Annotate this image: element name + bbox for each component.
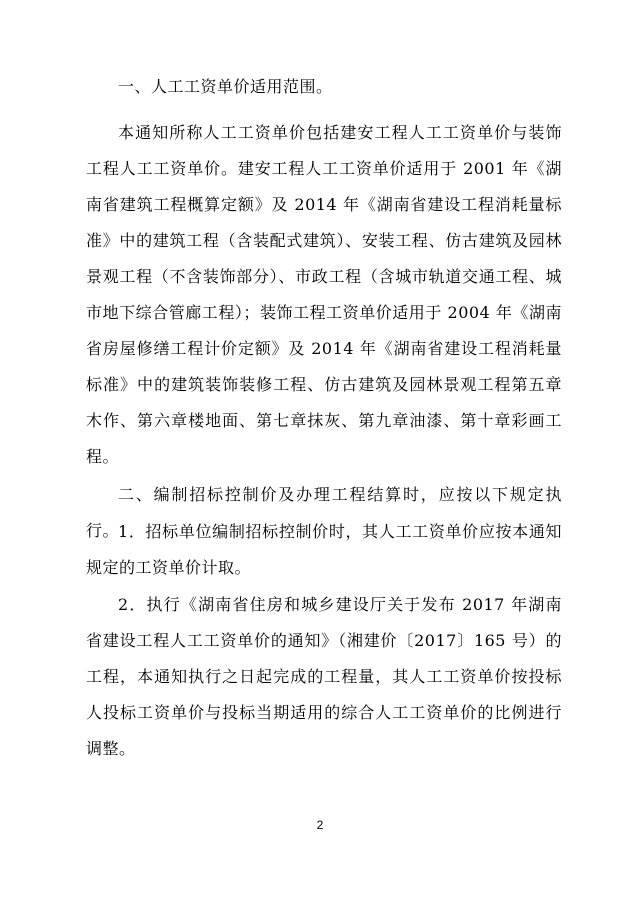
body-paragraph-scope: 本通知所称人工工资单价包括建安工程人工工资单价与装饰工程人工工资单价。建安工程人工工资单价适用于 2001 年《湖南省建筑工程概算定额》及 2014 年《湖南省建设工程消耗量标准》中的建筑工程（含装配式建筑）、安装工程、仿古建筑及园林景观工程（不含装饰部分）、市政工程（含城市轨道交通工程、城市地下综合管廊工程）；装饰工程工资单价适用于 2004 年《湖南省房屋修缮工程计价定额》及 2014 年《湖南省建设工程消耗量标准》中的建筑装饰装修工程、仿古建筑及园林景观工程第五章木作、第六章楼地面、第七章抹灰、第九章油漆、第十章彩画工程。 — [86, 123, 562, 466]
page-number: 2 — [316, 818, 324, 832]
list-item-1: 1．招标单位编制招标控制价时，其人工工资单价应按本通知规定的工资单价计取。 — [86, 522, 562, 577]
section-heading-2: 二、编制招标控制价及办理工程结算时，应按以下规定执行。 — [86, 485, 562, 540]
list-item-2: 2．执行《湖南省住房和城乡建设厅关于发布 2017 年湖南省建设工程人工工资单价的通知》（湘建价〔2017〕165 号）的工程，本通知执行之日起完成的工程量，其人工工资单价按投标人投标工资单价与投标当期适用的综合人工工资单价的比例进行调整。 — [86, 595, 562, 758]
section-heading-1: 一、人工工资单价适用范围。 — [118, 77, 333, 96]
